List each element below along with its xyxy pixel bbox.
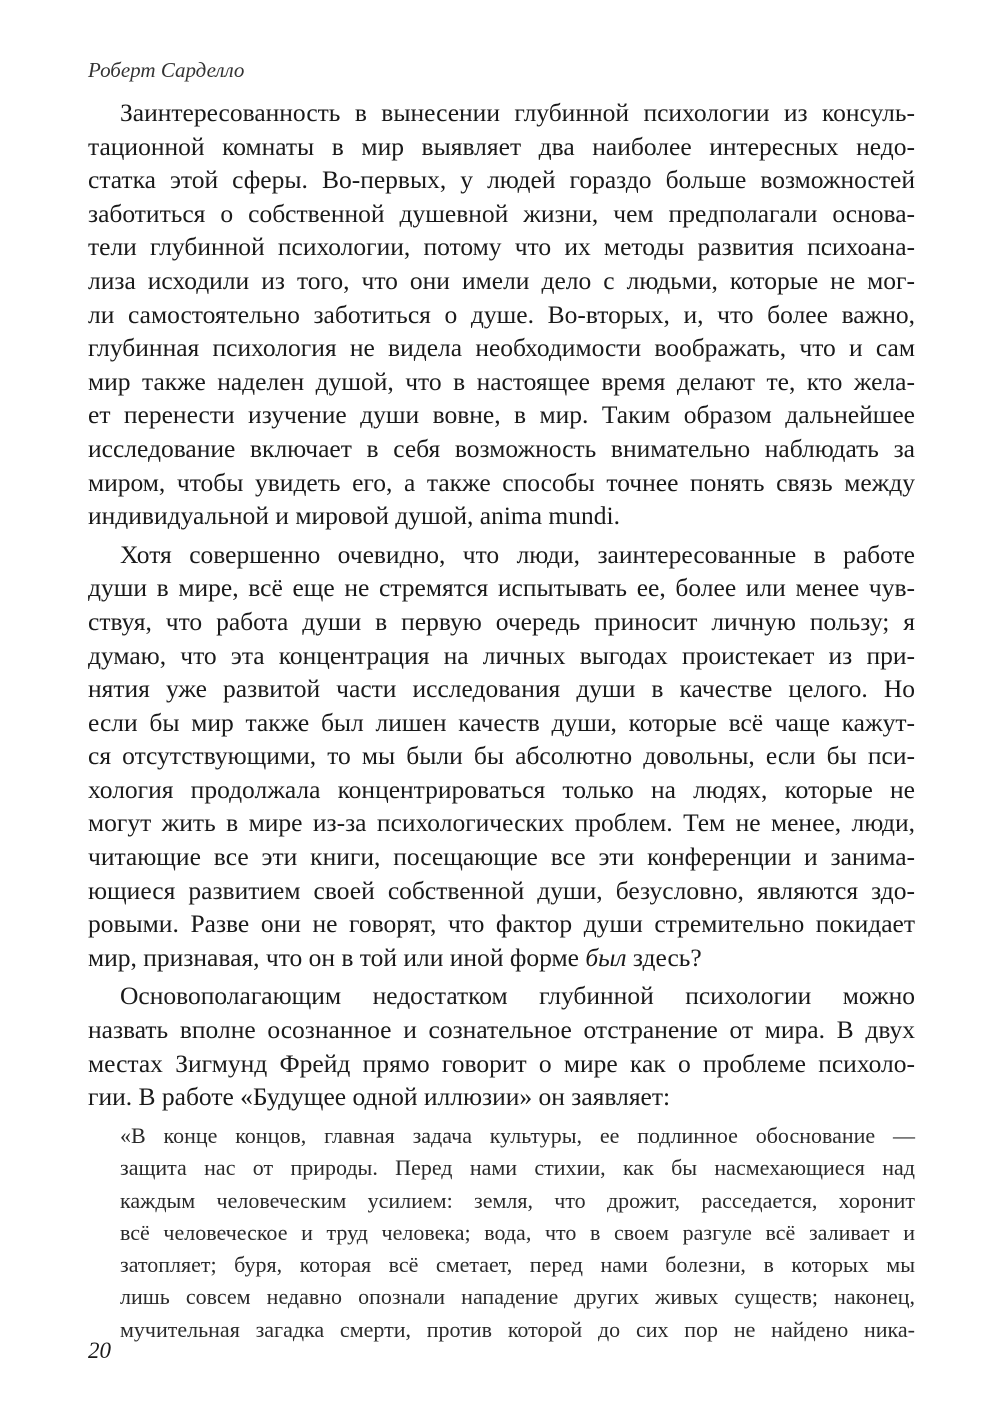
quote-line: затопляет; буря, которая всё сметает, перед нами болезни, в которых мы — [120, 1252, 915, 1278]
text-line: исследование включает в себя возможность внимательно наблюдать за — [88, 433, 915, 463]
italic-word: был — [585, 942, 627, 972]
text-line: ся отсутствующими, то мы были бы абсолютно довольны, если бы пси- — [88, 741, 915, 771]
text-line: гии. В работе «Будущее одной иллюзии» он заявляет: — [88, 1082, 671, 1112]
body-text — [88, 96, 915, 1119]
text-line: миром, чтобы увидеть его, а также способы точнее понять связь между — [88, 467, 915, 497]
text-line — [88, 941, 915, 975]
text-line: хология продолжала концентрироваться только на людях, которые не — [88, 774, 915, 804]
text-line: могут жить в мире из-за психологических проблем. Тем не менее, люди, — [88, 808, 915, 838]
text-line: индивидуальной и мировой душой, anima mundi. — [88, 501, 620, 531]
quote-line: всё человеческое и труд человека; вода, что в своем разгуле всё заливает и — [120, 1219, 915, 1245]
text-line: статка этой сферы. Во-первых, у людей гораздо больше возможностей — [88, 165, 915, 195]
text-line: души в мире, всё еще не стремятся испытывать ее, более или менее чув- — [88, 573, 915, 603]
text-line: нятия уже развитой части исследования души в качестве целого. Но — [88, 674, 915, 704]
text-line: ющиеся развитием своей собственной души, безусловно, являются здо- — [88, 875, 915, 905]
quote-line: каждым человеческим усилием: земля, что дрожит, расседается, хоронит — [120, 1187, 915, 1213]
quote-line: мучительная загадка смерти, против которой до сих пор не найдено ника- — [120, 1316, 915, 1342]
text-line: мир также наделен душой, что в настоящее время делают те, кто жела- — [88, 366, 915, 396]
paragraph-1 — [88, 96, 915, 533]
text-line: тели глубинной психологии, потому что их методы развития психоана- — [88, 232, 915, 262]
text-line: ровыми. Разве они не говорят, что фактор души стремительно покидает — [88, 909, 915, 939]
text-line: местах Зигмунд Фрейд прямо говорит о мире как о проблеме психоло- — [88, 1048, 915, 1078]
text-line: ствуя, что работа души в первую очередь приносит личную пользу; я — [88, 606, 915, 636]
text-segment: здесь? — [626, 942, 702, 972]
page-number: 20 — [88, 1338, 111, 1363]
running-head: Роберт Сарделло — [88, 58, 245, 82]
text-line: Хотя совершенно очевидно, что люди, заинтересованные в работе — [120, 539, 915, 569]
text-line: глубинная психология не видела необходимости воображать, что и сам — [88, 333, 915, 363]
text-line: читающие все эти книги, посещающие все эти конференции и занима- — [88, 842, 915, 872]
quote-line: защита нас от природы. Перед нами стихии, как бы насмехающиеся над — [120, 1155, 915, 1181]
block-quote — [120, 1120, 915, 1346]
text-line: если бы мир также был лишен качеств души, которые всё чаще кажут- — [88, 707, 915, 737]
text-segment: мир, признавая, что он в той или иной форме — [88, 942, 586, 972]
text-line: ет перенести изучение души вовне, в мир. Таким образом дальнейшее — [88, 400, 915, 430]
quote-line: лишь совсем недавно опознали нападение других живых существ; наконец, — [120, 1284, 915, 1310]
text-line: лиза исходили из того, что они имели дело с людьми, которые не мог- — [88, 265, 915, 295]
text-line: думаю, что эта концентрация на личных выгодах проистекает из при- — [88, 640, 915, 670]
paragraph-2 — [88, 538, 915, 975]
text-line: ли самостоятельно заботиться о душе. Во-вторых, и, что более важно, — [88, 299, 915, 329]
quote-line: «В конце концов, главная задача культуры, ее подлинное обоснование — — [120, 1123, 915, 1148]
text-line: назвать вполне осознанное и сознательное отстранение от мира. В двух — [88, 1015, 915, 1045]
text-line: тационной комнаты в мир выявляет два наиболее интересных недо- — [88, 131, 915, 161]
text-line: Заинтересованность в вынесении глубинной психологии из консуль- — [120, 98, 915, 127]
paragraph-3 — [88, 979, 915, 1113]
text-line: Основополагающим недостатком глубинной психологии можно — [120, 981, 915, 1011]
text-line: заботиться о собственной душевной жизни, чем предполагали основа- — [88, 198, 915, 228]
